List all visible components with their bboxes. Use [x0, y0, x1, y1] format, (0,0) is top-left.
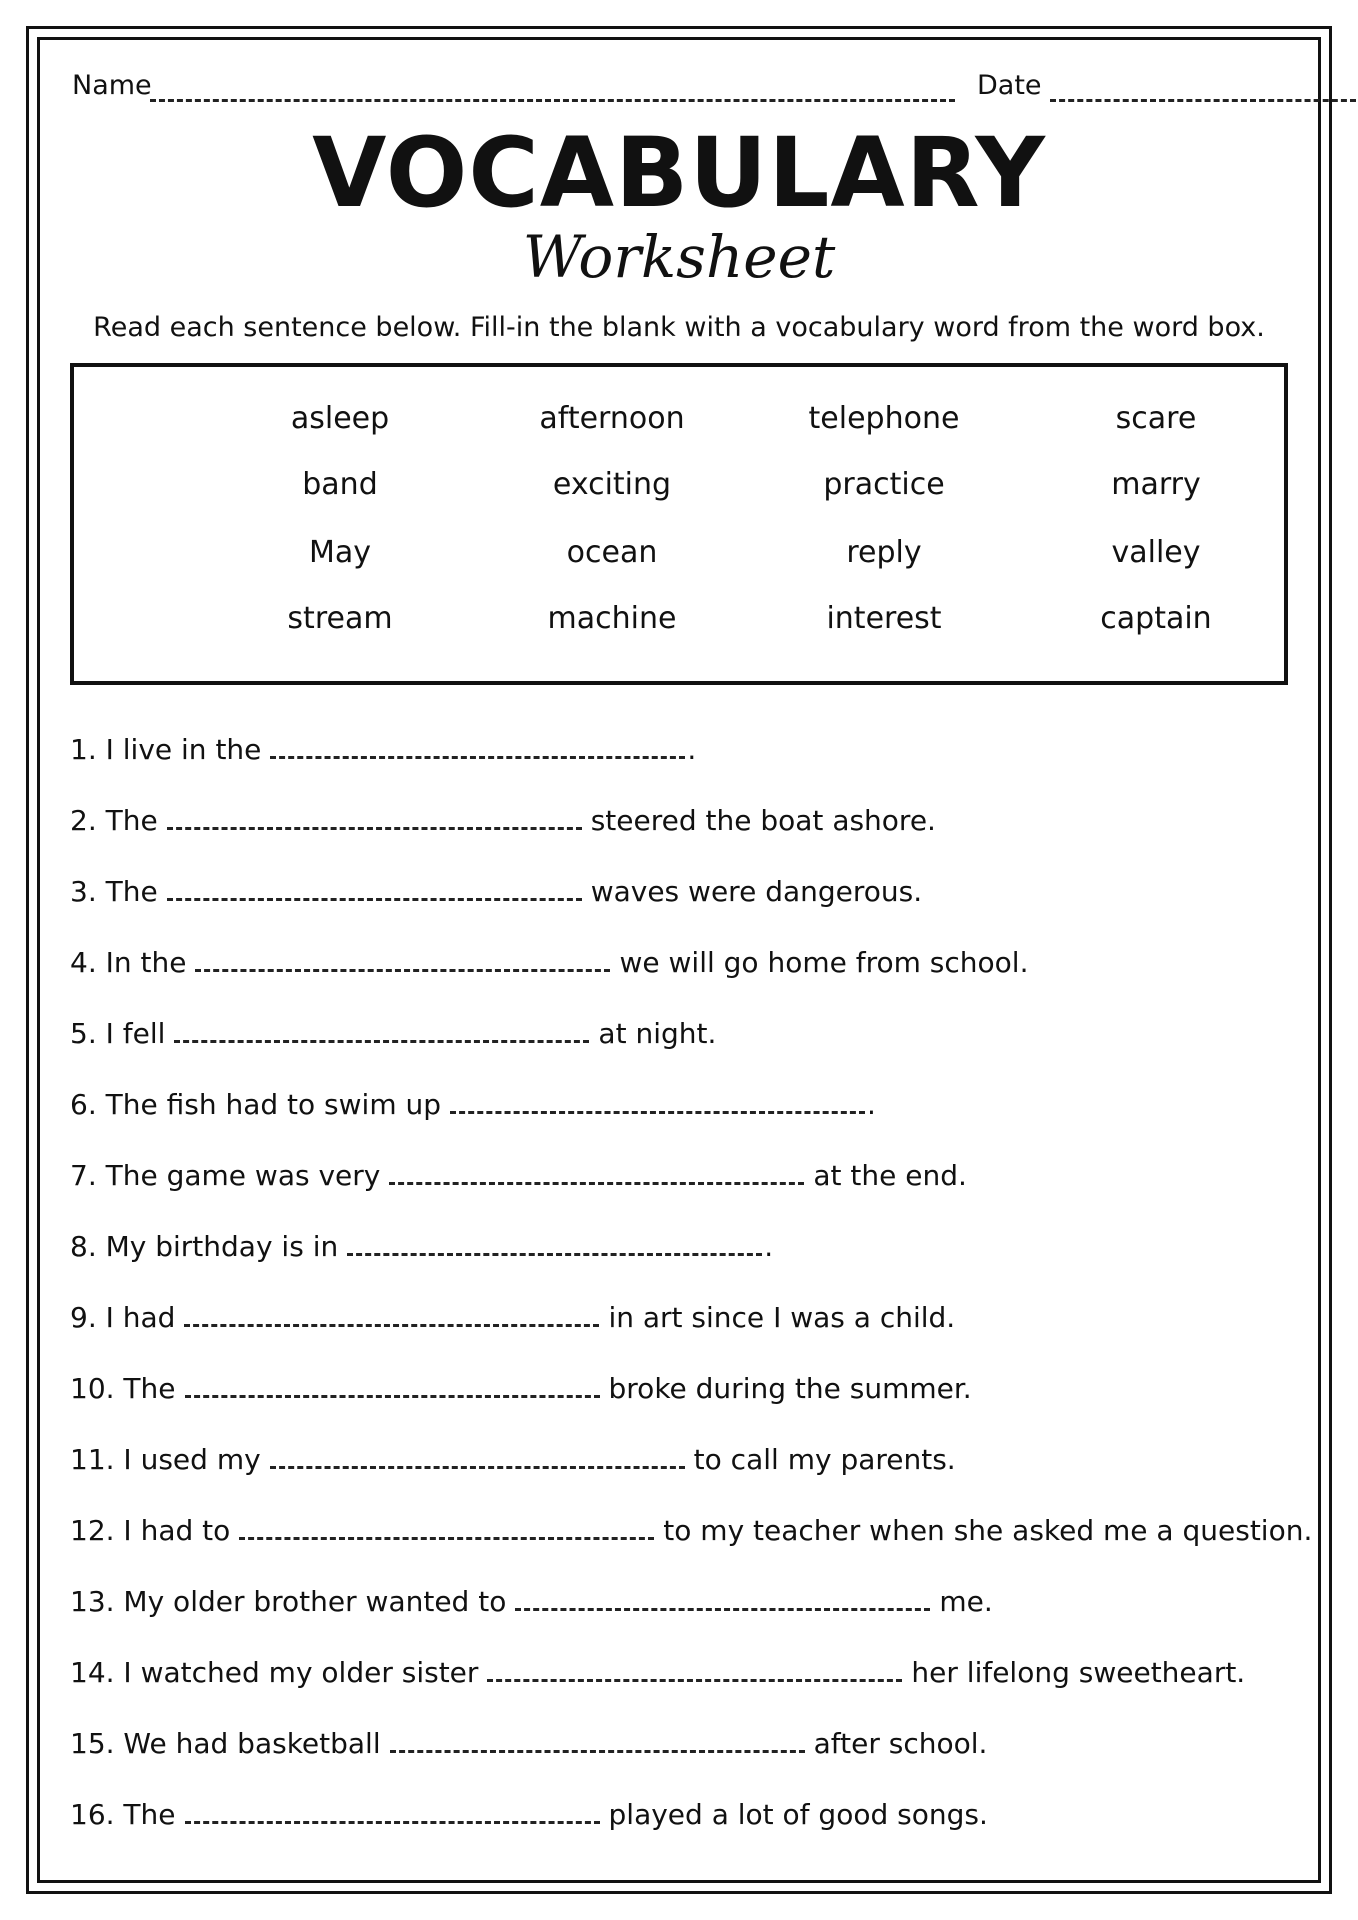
instructions: Read each sentence below. Fill-in the blank with a vocabulary word from the word box.: [93, 312, 1265, 343]
answer-blank[interactable]: [389, 1160, 804, 1185]
sentence-2: [70, 801, 936, 841]
answer-blank[interactable]: [185, 1799, 600, 1824]
sentence-text-after: after school.: [813, 1727, 988, 1760]
name-date-header: [72, 70, 1286, 106]
sentence-text-before: 1. I live in the: [70, 733, 262, 766]
sentence-11: [70, 1440, 956, 1480]
sentence-text-before: 14. I watched my older sister: [70, 1656, 479, 1689]
answer-blank[interactable]: [347, 1231, 762, 1256]
sentence-text-before: 9. I had: [70, 1301, 176, 1334]
sentence-10: [70, 1369, 972, 1409]
sentence-text-after: at night.: [598, 1017, 717, 1050]
answer-blank[interactable]: [270, 734, 685, 759]
answer-blank[interactable]: [184, 1302, 599, 1327]
sentence-text-before: 6. The fish had to swim up: [70, 1088, 442, 1121]
sentence-text-after: to my teacher when she asked me a question.: [663, 1514, 1313, 1547]
sentence-4: [70, 943, 1028, 983]
sentence-text-after: to call my parents.: [693, 1443, 956, 1476]
answer-blank[interactable]: [195, 947, 610, 972]
sentence-text-after: .: [687, 733, 697, 766]
word-item: machine: [547, 601, 677, 636]
sentence-text-before: 13. My older brother wanted to: [70, 1585, 507, 1618]
date-label: Date: [977, 70, 1042, 101]
sentence-7: [70, 1156, 967, 1196]
word-item: stream: [287, 601, 393, 636]
sentence-14: [70, 1653, 1245, 1693]
answer-blank[interactable]: [167, 876, 582, 901]
sentence-16: [70, 1795, 988, 1835]
word-item: telephone: [808, 401, 960, 436]
sentence-text-after: waves were dangerous.: [590, 875, 923, 908]
sentence-1: [70, 730, 696, 770]
word-item: band: [302, 467, 378, 502]
word-box: [70, 363, 1288, 685]
sentence-text-after: her lifelong sweetheart.: [911, 1656, 1246, 1689]
date-blank[interactable]: [1050, 99, 1356, 102]
sentence-text-before: 8. My birthday is in: [70, 1230, 339, 1263]
answer-blank[interactable]: [167, 805, 582, 830]
word-item: afternoon: [539, 401, 685, 436]
sentence-text-before: 12. I had to: [70, 1514, 231, 1547]
name-label: Name: [72, 70, 152, 101]
word-item: exciting: [552, 467, 672, 502]
sentence-text-before: 15. We had basketball: [70, 1727, 381, 1760]
sentence-15: [70, 1724, 987, 1764]
sentence-3: [70, 872, 922, 912]
name-blank[interactable]: [150, 99, 955, 102]
sentence-text-before: 5. I fell: [70, 1017, 166, 1050]
word-item: practice: [823, 467, 945, 502]
answer-blank[interactable]: [239, 1515, 654, 1540]
sentence-6: [70, 1085, 876, 1125]
sentence-text-after: steered the boat ashore.: [590, 804, 936, 837]
sentence-9: [70, 1298, 955, 1338]
sentence-text-after: we will go home from school.: [619, 946, 1029, 979]
answer-blank[interactable]: [487, 1657, 902, 1682]
answer-blank[interactable]: [270, 1444, 685, 1469]
word-item: marry: [1111, 467, 1201, 502]
worksheet-title: VOCABULARY: [312, 117, 1046, 229]
answer-blank[interactable]: [450, 1089, 865, 1114]
sentence-text-before: 10. The: [70, 1372, 176, 1405]
word-item: asleep: [290, 401, 390, 436]
sentence-text-before: 11. I used my: [70, 1443, 261, 1476]
worksheet-subtitle: Worksheet: [522, 223, 836, 291]
answer-blank[interactable]: [515, 1586, 930, 1611]
sentence-text-after: .: [867, 1088, 876, 1121]
word-item: May: [308, 535, 372, 570]
sentence-text-after: at the end.: [813, 1159, 967, 1192]
sentence-12: [70, 1511, 1312, 1551]
sentence-text-after: in art since I was a child.: [608, 1301, 956, 1334]
word-item: captain: [1100, 601, 1212, 636]
sentence-text-after: broke during the summer.: [608, 1372, 972, 1405]
sentence-text-before: 16. The: [70, 1798, 176, 1831]
sentence-text-before: 4. In the: [70, 946, 187, 979]
word-item: scare: [1115, 401, 1197, 436]
sentence-5: [70, 1014, 716, 1054]
sentence-text-after: me.: [939, 1585, 993, 1618]
word-item: interest: [826, 601, 942, 636]
word-item: reply: [846, 535, 922, 570]
answer-blank[interactable]: [185, 1373, 600, 1398]
sentence-text-after: .: [764, 1230, 774, 1263]
sentence-8: [70, 1227, 773, 1267]
sentence-text-before: 7. The game was very: [70, 1159, 381, 1192]
sentence-13: [70, 1582, 993, 1622]
answer-blank[interactable]: [390, 1728, 805, 1753]
sentence-text-before: 3. The: [70, 875, 158, 908]
sentence-text-before: 2. The: [70, 804, 158, 837]
sentence-text-after: played a lot of good songs.: [608, 1798, 988, 1831]
answer-blank[interactable]: [174, 1018, 589, 1043]
word-item: ocean: [566, 535, 658, 570]
word-item: valley: [1111, 535, 1201, 570]
